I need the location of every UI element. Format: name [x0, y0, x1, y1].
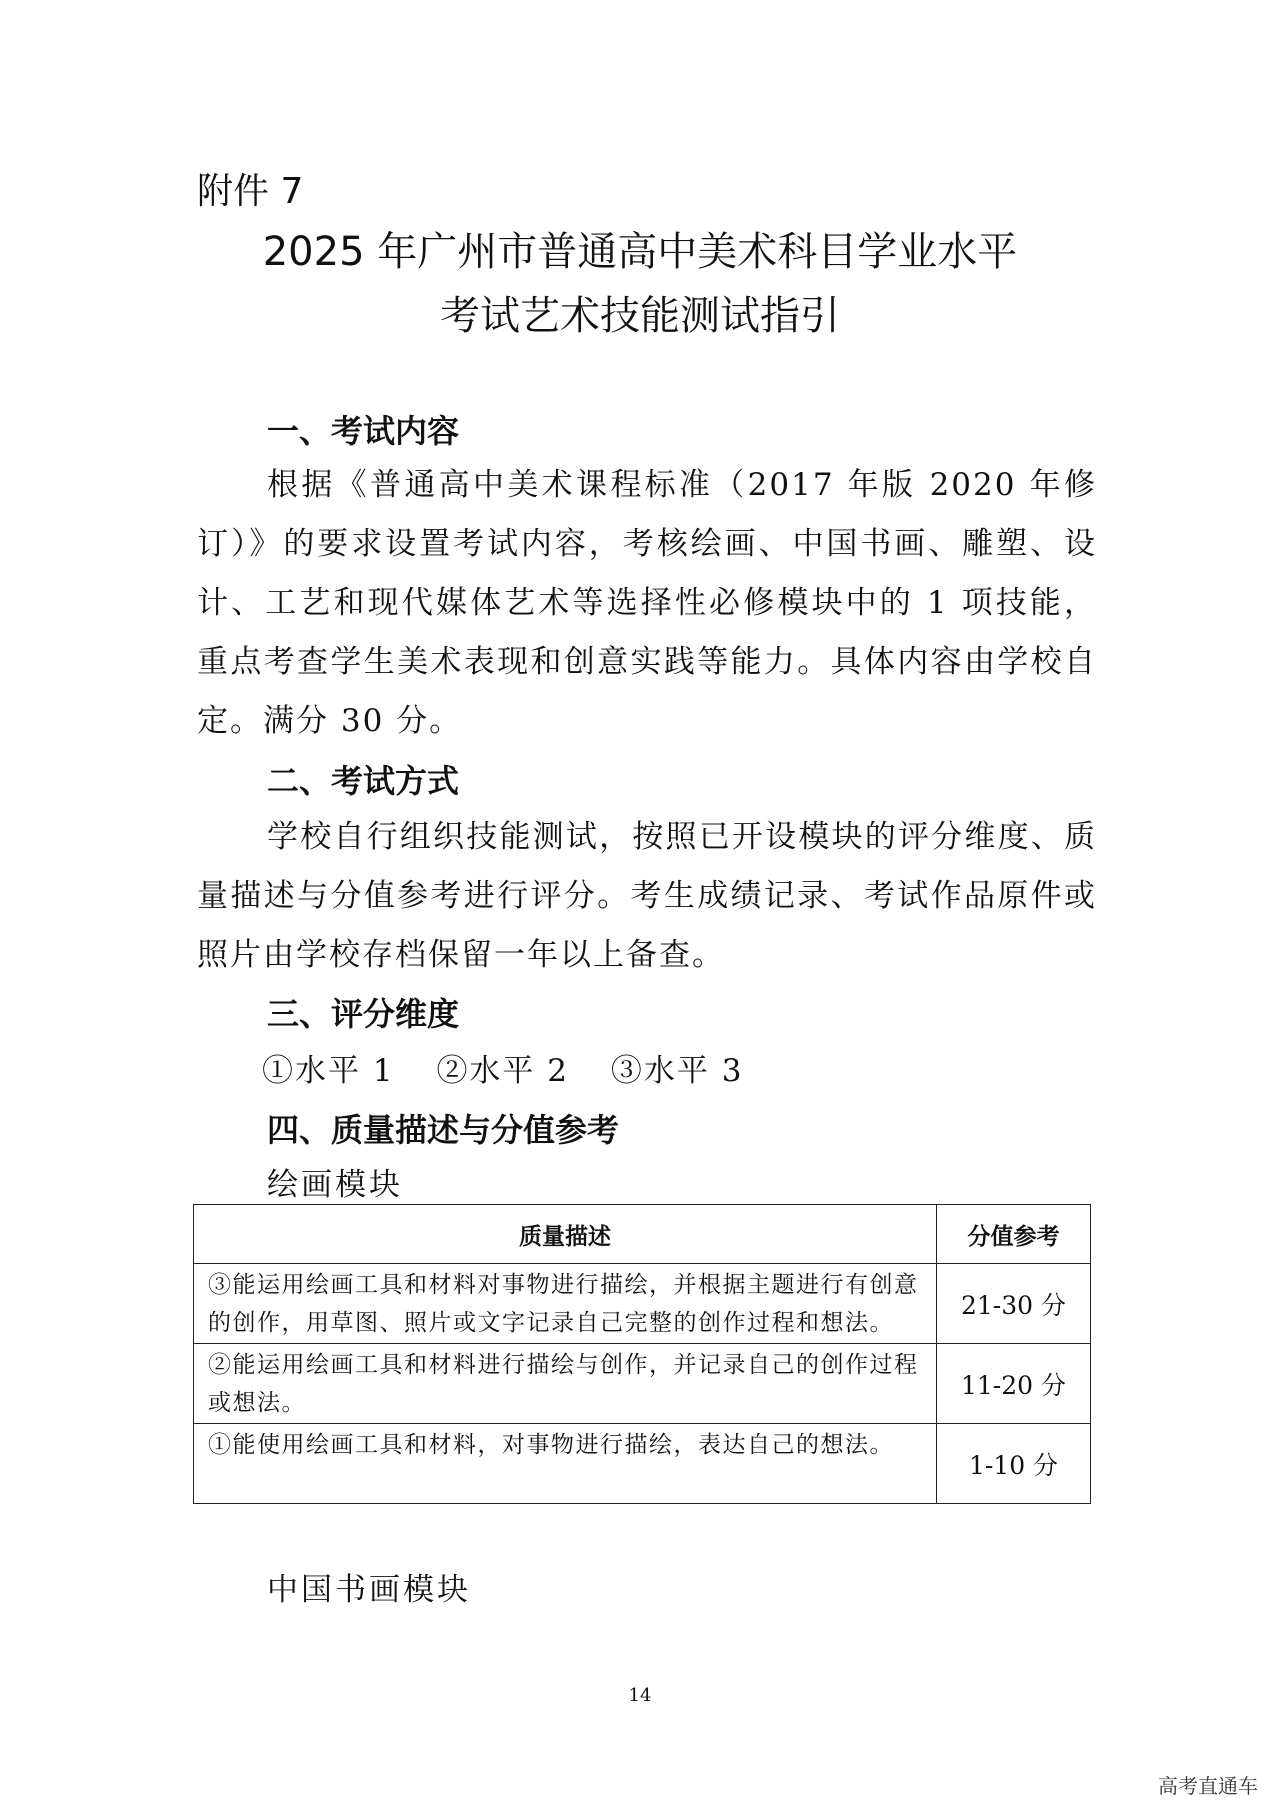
- section-2-body: 学校自行组织技能测试，按照已开设模块的评分维度、质量描述与分值参考进行评分。考生成绩记录、考试作品原件或照片由学校存档保留一年以上备查。: [197, 819, 1097, 973]
- quality-table: [193, 1204, 1091, 1504]
- attachment-label: 附件 7: [197, 171, 304, 212]
- row-description: ②能运用绘画工具和材料进行描绘与创作，并记录自己的创作过程或想法。: [194, 1344, 937, 1424]
- document-title-line-2: 考试艺术技能测试指引: [440, 293, 840, 339]
- table-row: [194, 1344, 1091, 1424]
- level-item: ①水平 1: [262, 1053, 395, 1089]
- section-2-heading: 二、考试方式: [267, 762, 460, 800]
- section-1-heading: 一、考试内容: [267, 412, 460, 450]
- section-1-body: 根据《普通高中美术课程标准（2017 年版 2020 年修订）》的要求设置考试内容，考核绘画、中国书画、雕塑、设计、工艺和现代媒体艺术等选择性必修模块中的 1 项技能，重点考查学生美术表现和创意实践等能力。具体内容由学校自定。满分 30 分。: [197, 467, 1097, 739]
- row-description: ①能使用绘画工具和材料，对事物进行描绘，表达自己的想法。: [194, 1424, 937, 1504]
- module-title-chinese-painting: 中国书画模块: [267, 1572, 471, 1608]
- level-item: ②水平 2: [436, 1053, 570, 1089]
- module-title-painting: 绘画模块: [267, 1167, 403, 1203]
- table-header-row: [194, 1205, 1091, 1264]
- table-row: [194, 1264, 1091, 1344]
- column-header-score: 分值参考: [937, 1205, 1091, 1264]
- watermark: 高考直通车: [1158, 1774, 1258, 1798]
- section-3-heading: 三、评分维度: [267, 995, 460, 1033]
- document-title-line-1: 2025 年广州市普通高中美术科目学业水平: [262, 229, 1018, 275]
- row-description: ③能运用绘画工具和材料对事物进行描绘，并根据主题进行有创意的创作，用草图、照片或文字记录自己完整的创作过程和想法。: [194, 1264, 937, 1344]
- row-score: 1-10 分: [937, 1424, 1091, 1504]
- page-number: 14: [628, 1685, 652, 1706]
- level-item: ③水平 3: [610, 1053, 744, 1089]
- column-header-description: 质量描述: [194, 1205, 937, 1264]
- row-score: 21-30 分: [937, 1264, 1091, 1344]
- row-score: 11-20 分: [937, 1344, 1091, 1424]
- level-list: [262, 1047, 773, 1095]
- table-row: [194, 1424, 1091, 1504]
- section-4-heading: 四、质量描述与分值参考: [267, 1111, 620, 1149]
